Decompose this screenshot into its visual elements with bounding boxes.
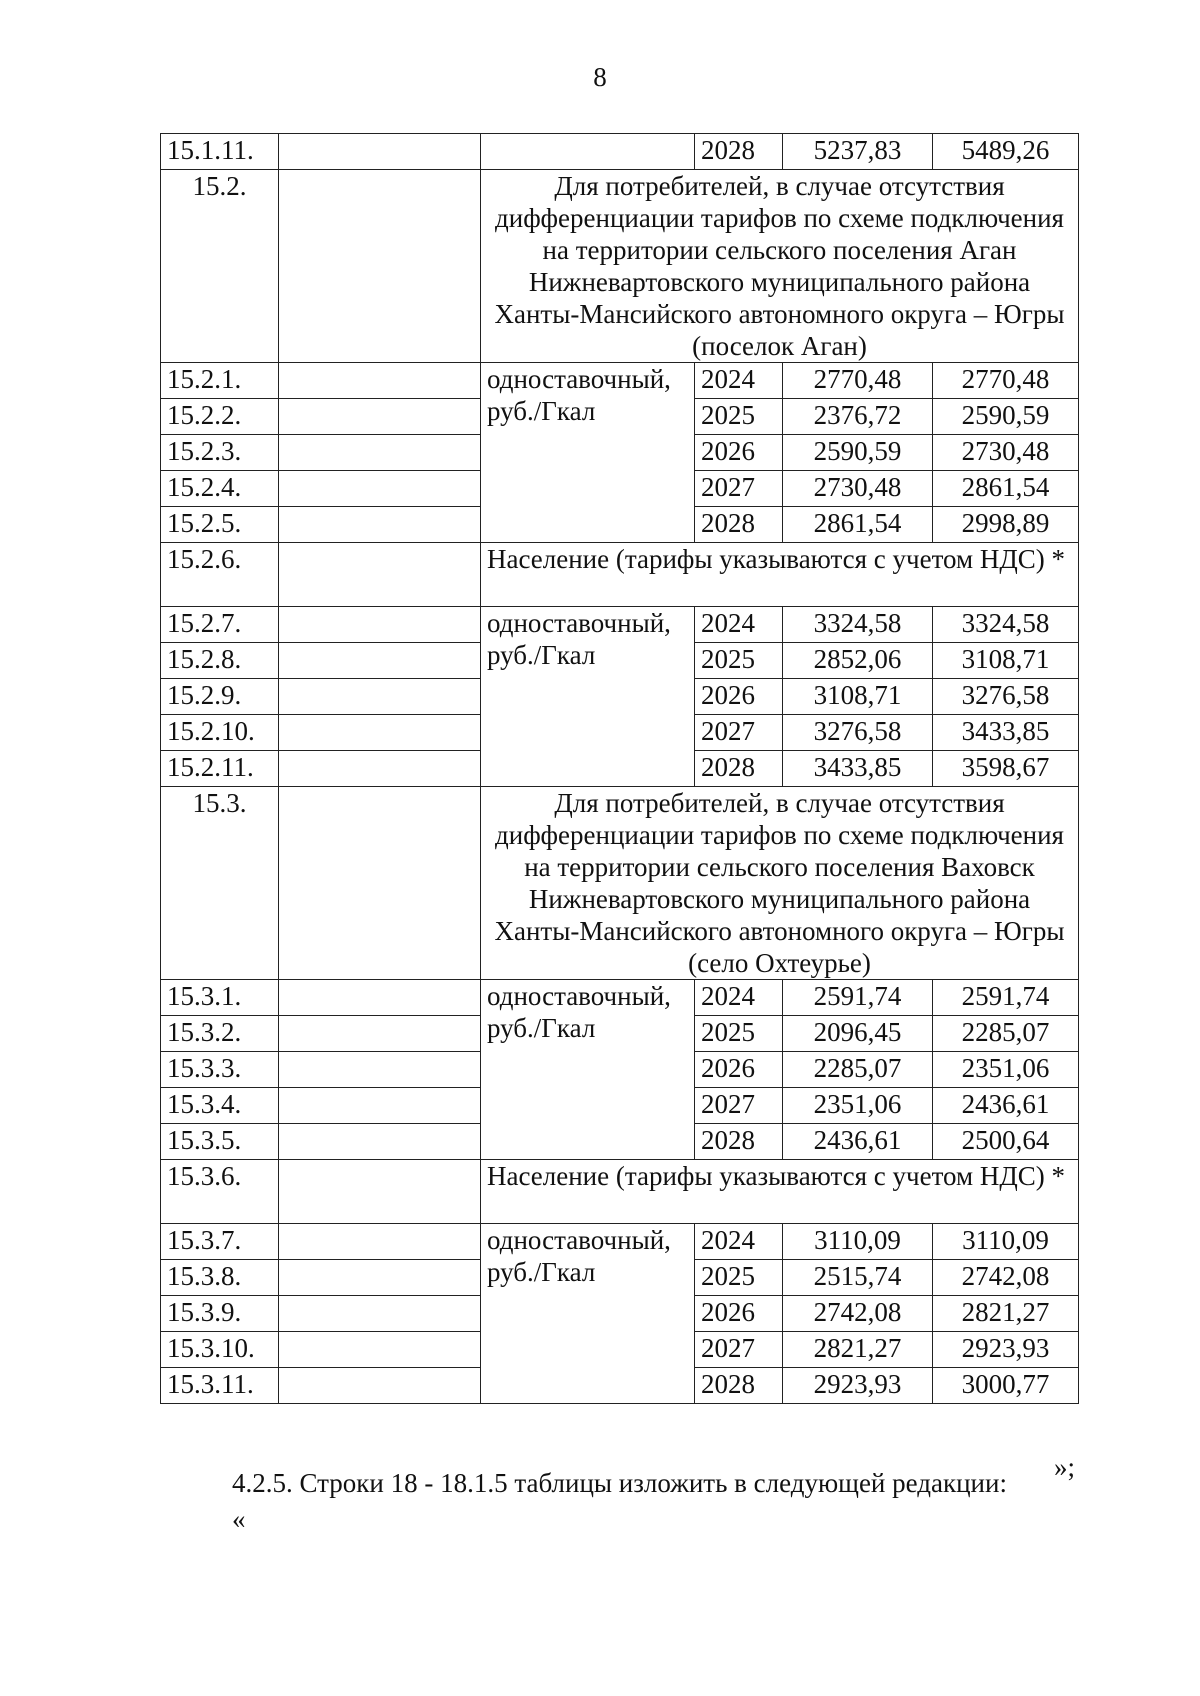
row-number: 15.3.5. <box>161 1124 279 1160</box>
year-cell: 2027 <box>695 471 783 507</box>
tariff-value-2: 2770,48 <box>933 363 1079 399</box>
tariff-value-1: 2436,61 <box>783 1124 933 1160</box>
tariff-value-2: 3433,85 <box>933 715 1079 751</box>
row-number: 15.2.10. <box>161 715 279 751</box>
table-row <box>161 980 1079 1016</box>
empty-cell <box>279 435 481 471</box>
tariff-value-2: 5489,26 <box>933 134 1079 170</box>
tariff-value-1: 2376,72 <box>783 399 933 435</box>
tariff-value-2: 2351,06 <box>933 1052 1079 1088</box>
tariff-type: одноставочный, руб./Гкал <box>481 607 695 787</box>
tariff-value-1: 3433,85 <box>783 751 933 787</box>
year-cell: 2028 <box>695 1124 783 1160</box>
tariff-value-2: 2730,48 <box>933 435 1079 471</box>
row-number: 15.2.2. <box>161 399 279 435</box>
empty-cell <box>279 751 481 787</box>
empty-cell <box>279 1260 481 1296</box>
empty-cell <box>279 471 481 507</box>
empty-cell <box>279 134 481 170</box>
tariff-value-2: 2285,07 <box>933 1016 1079 1052</box>
year-cell: 2026 <box>695 435 783 471</box>
row-number: 15.2.3. <box>161 435 279 471</box>
row-number: 15.3.11. <box>161 1368 279 1404</box>
population-row <box>161 543 1079 607</box>
empty-cell <box>279 607 481 643</box>
section-number: 15.2. <box>161 170 279 363</box>
closing-quote: »; <box>1054 1452 1076 1482</box>
tariff-value-1: 3110,09 <box>783 1224 933 1260</box>
table-row <box>161 363 1079 399</box>
year-cell: 2025 <box>695 399 783 435</box>
empty-cell <box>279 1016 481 1052</box>
table-row <box>161 134 1079 170</box>
empty-cell <box>279 543 481 607</box>
empty-cell <box>279 1124 481 1160</box>
section-heading-row <box>161 787 1079 980</box>
tariff-value-2: 3598,67 <box>933 751 1079 787</box>
year-cell: 2025 <box>695 643 783 679</box>
tariff-value-1: 2590,59 <box>783 435 933 471</box>
row-number: 15.3.1. <box>161 980 279 1016</box>
empty-cell <box>279 1224 481 1260</box>
empty-cell <box>279 715 481 751</box>
section-heading: Для потребителей, в случае отсутствия дифференциации тарифов по схеме подключения на территории сельского поселения Аган Нижневартовского муниципального района Ханты-Мансийского автономного округа – Югры (поселок Аган) <box>481 170 1079 363</box>
tariff-value-2: 2591,74 <box>933 980 1079 1016</box>
tariff-table-body <box>161 134 1079 1404</box>
tariff-table <box>160 133 1079 1404</box>
empty-cell <box>279 399 481 435</box>
empty-cell <box>279 1332 481 1368</box>
empty-cell <box>279 980 481 1016</box>
population-row <box>161 1160 1079 1224</box>
section-heading-row <box>161 170 1079 363</box>
row-number: 15.3.7. <box>161 1224 279 1260</box>
amendment-instruction: 4.2.5. Строки 18 - 18.1.5 таблицы изложить в следующей редакции: <box>232 1468 1007 1498</box>
tariff-value-1: 2515,74 <box>783 1260 933 1296</box>
empty-cell <box>279 643 481 679</box>
tariff-value-1: 2285,07 <box>783 1052 933 1088</box>
tariff-value-2: 2998,89 <box>933 507 1079 543</box>
empty-cell <box>279 170 481 363</box>
empty-cell <box>279 679 481 715</box>
row-number: 15.3.4. <box>161 1088 279 1124</box>
tariff-value-2: 2923,93 <box>933 1332 1079 1368</box>
year-cell: 2027 <box>695 1332 783 1368</box>
row-number: 15.3.6. <box>161 1160 279 1224</box>
tariff-value-1: 2770,48 <box>783 363 933 399</box>
year-cell: 2025 <box>695 1016 783 1052</box>
section-number: 15.3. <box>161 787 279 980</box>
row-number: 15.2.5. <box>161 507 279 543</box>
tariff-value-2: 2590,59 <box>933 399 1079 435</box>
year-cell: 2024 <box>695 607 783 643</box>
page-number: 8 <box>593 62 607 92</box>
year-cell: 2026 <box>695 679 783 715</box>
row-number: 15.2.6. <box>161 543 279 607</box>
tariff-value-1: 3276,58 <box>783 715 933 751</box>
empty-cell <box>279 1052 481 1088</box>
empty-cell <box>279 787 481 980</box>
tariff-value-1: 2861,54 <box>783 507 933 543</box>
year-cell: 2028 <box>695 134 783 170</box>
empty-cell <box>279 1160 481 1224</box>
table-row <box>161 1224 1079 1260</box>
opening-quote: « <box>232 1504 246 1534</box>
tariff-value-2: 3000,77 <box>933 1368 1079 1404</box>
tariff-type: одноставочный, руб./Гкал <box>481 363 695 543</box>
empty-cell <box>279 1296 481 1332</box>
tariff-value-2: 3324,58 <box>933 607 1079 643</box>
tariff-value-1: 2591,74 <box>783 980 933 1016</box>
tariff-value-1: 2351,06 <box>783 1088 933 1124</box>
row-number: 15.2.8. <box>161 643 279 679</box>
tariff-value-2: 2821,27 <box>933 1296 1079 1332</box>
tariff-value-1: 5237,83 <box>783 134 933 170</box>
year-cell: 2028 <box>695 1368 783 1404</box>
row-number: 15.3.2. <box>161 1016 279 1052</box>
tariff-value-1: 3324,58 <box>783 607 933 643</box>
empty-cell <box>279 507 481 543</box>
row-number: 15.3.10. <box>161 1332 279 1368</box>
population-label: Население (тарифы указываются с учетом НДС) * <box>481 1160 1079 1224</box>
tariff-value-1: 2096,45 <box>783 1016 933 1052</box>
empty-cell <box>481 134 695 170</box>
tariff-value-2: 2500,64 <box>933 1124 1079 1160</box>
section-heading: Для потребителей, в случае отсутствия дифференциации тарифов по схеме подключения на территории сельского поселения Ваховск Нижневартовского муниципального района Ханты-Мансийского автономного округа – Югры (село Охтеурье) <box>481 787 1079 980</box>
year-cell: 2027 <box>695 715 783 751</box>
tariff-value-2: 3110,09 <box>933 1224 1079 1260</box>
tariff-value-1: 2742,08 <box>783 1296 933 1332</box>
row-number: 15.2.7. <box>161 607 279 643</box>
year-cell: 2028 <box>695 751 783 787</box>
tariff-value-2: 2436,61 <box>933 1088 1079 1124</box>
year-cell: 2027 <box>695 1088 783 1124</box>
row-number: 15.2.1. <box>161 363 279 399</box>
empty-cell <box>279 1088 481 1124</box>
row-number: 15.3.9. <box>161 1296 279 1332</box>
row-number: 15.1.11. <box>161 134 279 170</box>
row-number: 15.3.3. <box>161 1052 279 1088</box>
tariff-value-2: 2742,08 <box>933 1260 1079 1296</box>
tariff-value-1: 3108,71 <box>783 679 933 715</box>
table-row <box>161 607 1079 643</box>
tariff-type: одноставочный, руб./Гкал <box>481 1224 695 1404</box>
year-cell: 2026 <box>695 1052 783 1088</box>
tariff-value-2: 3108,71 <box>933 643 1079 679</box>
year-cell: 2024 <box>695 1224 783 1260</box>
empty-cell <box>279 1368 481 1404</box>
tariff-value-1: 2730,48 <box>783 471 933 507</box>
year-cell: 2024 <box>695 363 783 399</box>
tariff-value-1: 2923,93 <box>783 1368 933 1404</box>
year-cell: 2024 <box>695 980 783 1016</box>
tariff-value-1: 2821,27 <box>783 1332 933 1368</box>
tariff-value-1: 2852,06 <box>783 643 933 679</box>
year-cell: 2028 <box>695 507 783 543</box>
year-cell: 2025 <box>695 1260 783 1296</box>
row-number: 15.2.4. <box>161 471 279 507</box>
row-number: 15.2.11. <box>161 751 279 787</box>
year-cell: 2026 <box>695 1296 783 1332</box>
row-number: 15.2.9. <box>161 679 279 715</box>
empty-cell <box>279 363 481 399</box>
row-number: 15.3.8. <box>161 1260 279 1296</box>
tariff-type: одноставочный, руб./Гкал <box>481 980 695 1160</box>
tariff-value-2: 2861,54 <box>933 471 1079 507</box>
population-label: Население (тарифы указываются с учетом НДС) * <box>481 543 1079 607</box>
tariff-value-2: 3276,58 <box>933 679 1079 715</box>
